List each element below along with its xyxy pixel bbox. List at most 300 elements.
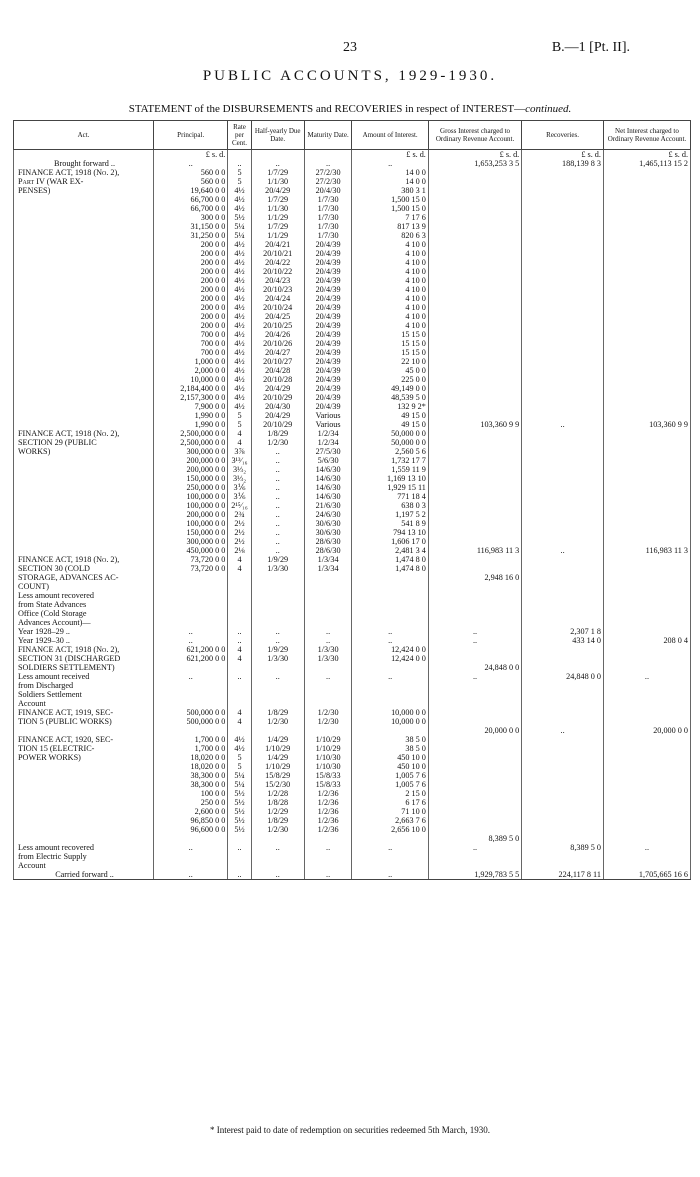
table-cell: 1/2/36 [304,825,352,834]
table-row [14,474,691,483]
table-cell [352,600,428,609]
table-body [14,150,691,880]
table-cell [522,177,604,186]
table-cell: 1/7/30 [304,204,352,213]
table-row [14,249,691,258]
table-cell [522,780,604,789]
table-cell: 103,360 9 9 [428,420,521,429]
table-cell [522,231,604,240]
table-cell: 5¼ [228,780,251,789]
table-cell [603,816,690,825]
table-cell: .. [428,843,521,852]
table-cell: 103,360 9 9 [603,420,690,429]
table-cell: 1,700 0 0 [154,735,228,744]
table-cell: .. [251,159,304,168]
table-cell [428,357,521,366]
table-row [14,294,691,303]
table-cell [428,384,521,393]
table-cell: .. [251,456,304,465]
table-cell: 5½ [228,213,251,222]
table-cell: 5¼ [228,231,251,240]
table-cell [251,681,304,690]
table-cell [304,663,352,672]
table-cell [14,321,154,330]
table-cell: 20/4/39 [304,384,352,393]
table-cell [14,798,154,807]
table-cell: Carried forward .. [14,870,154,880]
table-cell: 5 [228,753,251,762]
table-cell: 2,663 7 6 [352,816,428,825]
table-cell: .. [251,483,304,492]
table-cell: 50,000 0 0 [352,429,428,438]
table-cell: 1/8/29 [251,708,304,717]
table-cell [603,393,690,402]
table-cell [428,204,521,213]
table-cell: 1,005 7 6 [352,780,428,789]
table-cell [14,240,154,249]
table-cell [522,510,604,519]
table-cell [428,339,521,348]
table-cell: 1/7/30 [304,195,352,204]
table-cell: 5 [228,762,251,771]
table-cell [522,582,604,591]
table-cell: 14/6/30 [304,483,352,492]
table-cell [428,654,521,663]
table-cell: 1/2/30 [304,708,352,717]
table-cell: 4½ [228,195,251,204]
table-row [14,780,691,789]
table-cell [603,438,690,447]
table-cell [14,312,154,321]
table-cell: 200 0 0 [154,294,228,303]
footnote: * Interest paid to date of redemption on securities redeemed 5th March, 1930. [210,1125,490,1135]
table-cell: 48,539 5 0 [352,393,428,402]
table-cell: 500,000 0 0 [154,708,228,717]
table-cell: 5½ [228,825,251,834]
table-cell: .. [603,843,690,852]
table-cell [14,807,154,816]
table-cell [304,690,352,699]
table-cell: 4½ [228,249,251,258]
table-cell [352,699,428,708]
table-cell: 2,157,300 0 0 [154,393,228,402]
table-cell: 1/3/30 [251,564,304,573]
table-row [14,429,691,438]
table-row [14,816,691,825]
table-cell [428,402,521,411]
table-cell: .. [154,870,228,880]
table-cell [522,357,604,366]
table-cell: 20/4/39 [304,402,352,411]
table-cell [522,429,604,438]
table-cell: 200 0 0 [154,240,228,249]
table-cell [228,609,251,618]
table-cell: 621,200 0 0 [154,654,228,663]
table-row [14,420,691,429]
table-cell [603,492,690,501]
table-cell [352,582,428,591]
table-cell [304,573,352,582]
table-cell [428,429,521,438]
table-cell [14,474,154,483]
table-cell: 73,720 0 0 [154,564,228,573]
table-cell: SECTION 31 (DISCHARGED [14,654,154,663]
table-cell [14,375,154,384]
table-cell: 2,000 0 0 [154,366,228,375]
table-cell [14,483,154,492]
table-row [14,222,691,231]
table-row [14,717,691,726]
table-cell [228,150,251,160]
table-cell: 12,424 0 0 [352,654,428,663]
table-cell: 1/7/29 [251,222,304,231]
table-cell: 1,500 15 0 [352,195,428,204]
table-cell: PENSES) [14,186,154,195]
table-cell: 1,606 17 0 [352,537,428,546]
table-cell [14,150,154,160]
table-cell [603,555,690,564]
table-cell [352,852,428,861]
table-cell: 700 0 0 [154,348,228,357]
table-cell: .. [428,636,521,645]
table-cell: .. [522,420,604,429]
table-cell: 700 0 0 [154,330,228,339]
table-cell [522,573,604,582]
table-cell: £ s. d. [428,150,521,160]
table-cell: 4½ [228,330,251,339]
table-row [14,681,691,690]
table-cell: SECTION 30 (COLD [14,564,154,573]
table-cell: .. [522,546,604,555]
table-row [14,852,691,861]
table-cell [428,393,521,402]
table-cell: .. [304,159,352,168]
table-cell: .. [154,636,228,645]
table-cell: 1,705,665 16 6 [603,870,690,880]
table-cell [154,852,228,861]
table-cell [251,699,304,708]
table-row [14,510,691,519]
table-cell: 10,000 0 0 [154,375,228,384]
table-cell [522,168,604,177]
table-cell: 14/6/30 [304,465,352,474]
table-cell: 3⅙ [228,492,251,501]
col-recoveries: Recoveries. [522,121,604,150]
table-cell [14,402,154,411]
table-cell: 224,117 8 11 [522,870,604,880]
table-cell: 4 10 0 [352,321,428,330]
table-row [14,771,691,780]
table-cell [14,366,154,375]
table-cell [428,735,521,744]
col-principal: Principal. [154,121,228,150]
table-row [14,537,691,546]
table-cell: 4½ [228,402,251,411]
table-cell [522,213,604,222]
table-cell: 20/4/22 [251,258,304,267]
table-cell [154,600,228,609]
table-cell [603,645,690,654]
table-cell: from Discharged [14,681,154,690]
table-cell [428,744,521,753]
table-cell: 20/4/28 [251,366,304,375]
table-cell [14,249,154,258]
table-cell [522,591,604,600]
table-cell [603,366,690,375]
table-row [14,375,691,384]
table-cell: 2½ [228,519,251,528]
table-cell: 14/6/30 [304,474,352,483]
col-net: Net Interest charged to Ordinary Revenue Account. [603,121,690,150]
table-cell: 2,948 16 0 [428,573,521,582]
table-cell: 19,640 0 0 [154,186,228,195]
table-cell: 4½ [228,375,251,384]
table-cell [522,285,604,294]
page-title: PUBLIC ACCOUNTS, 1929-1930. [202,68,498,84]
table-cell: 621,200 0 0 [154,645,228,654]
table-cell: 20/10/29 [251,420,304,429]
table-cell [522,186,604,195]
table-cell [352,690,428,699]
table-cell: 20/4/21 [251,240,304,249]
table-cell: .. [304,870,352,880]
table-cell: Less amount recovered [14,843,154,852]
table-cell: 14 0 0 [352,177,428,186]
table-cell [522,807,604,816]
table-cell: Account [14,861,154,870]
table-cell [428,348,521,357]
table-cell [522,312,604,321]
table-cell: 2,600 0 0 [154,807,228,816]
table-cell: 132 9 2* [352,402,428,411]
table-cell: .. [251,636,304,645]
table-cell [251,834,304,843]
table-cell: 20/4/23 [251,276,304,285]
table-cell [14,195,154,204]
table-cell [522,465,604,474]
table-cell: 450 10 0 [352,762,428,771]
table-cell [522,393,604,402]
table-cell [603,582,690,591]
table-cell: 1/7/30 [304,213,352,222]
statement-subtitle [0,103,700,115]
table-cell: 1,929,783 5 5 [428,870,521,880]
col-gross: Gross Interest charged to Ordinary Revenue Account. [428,121,521,150]
table-row [14,825,691,834]
table-cell: .. [352,636,428,645]
table-cell: 7 17 6 [352,213,428,222]
table-cell [228,726,251,735]
table-cell: 30/6/30 [304,519,352,528]
table-row [14,186,691,195]
table-row [14,582,691,591]
table-cell [522,456,604,465]
table-cell [304,609,352,618]
table-row [14,834,691,843]
table-cell [522,735,604,744]
table-cell: .. [251,537,304,546]
table-cell: 4½ [228,384,251,393]
table-row [14,555,691,564]
table-cell: .. [228,627,251,636]
table-cell: 1/3/34 [304,555,352,564]
col-maturity: Maturity Date. [304,121,352,150]
table-cell: 200,000 0 0 [154,465,228,474]
table-row [14,699,691,708]
table-cell: 1/1/29 [251,213,304,222]
table-cell [428,789,521,798]
table-cell [14,789,154,798]
subtitle-continued: continued. [525,103,572,115]
table-cell: 15/8/33 [304,780,352,789]
table-cell: 1/1/29 [251,231,304,240]
table-cell [428,618,521,627]
table-cell [428,222,521,231]
table-row [14,285,691,294]
table-cell [428,771,521,780]
table-cell: .. [251,672,304,681]
table-cell [428,699,521,708]
subtitle-main: STATEMENT of the DISBURSEMENTS and RECOVERIES in respect of INTEREST— [128,103,526,115]
table-cell: 4½ [228,357,251,366]
table-cell: FINANCE ACT, 1920, SEC- [14,735,154,744]
table-cell [603,339,690,348]
table-cell: 20/10/21 [251,249,304,258]
table-cell: .. [228,843,251,852]
table-cell: 5/6/30 [304,456,352,465]
table-cell: TION 5 (PUBLIC WORKS) [14,717,154,726]
interest-table [13,120,691,880]
table-row [14,735,691,744]
table-cell: 24,848 0 0 [428,663,521,672]
table-cell [603,735,690,744]
table-cell [14,384,154,393]
table-cell [352,591,428,600]
table-cell: 71 10 0 [352,807,428,816]
table-cell: .. [352,627,428,636]
table-cell: 20/4/29 [251,186,304,195]
table-cell: 20/4/39 [304,294,352,303]
table-cell: 1,990 0 0 [154,411,228,420]
table-cell: 28/6/30 [304,537,352,546]
table-cell [603,807,690,816]
table-cell: 1/2/30 [251,825,304,834]
table-cell: 4½ [228,744,251,753]
table-cell: .. [251,627,304,636]
table-cell: .. [251,870,304,880]
table-cell: 20/4/39 [304,285,352,294]
table-cell: 66,700 0 0 [154,195,228,204]
table-row [14,312,691,321]
table-cell: 188,139 8 3 [522,159,604,168]
table-cell: 1/4/29 [251,735,304,744]
table-cell [603,519,690,528]
table-cell: 200 0 0 [154,285,228,294]
table-cell: Advances Account)— [14,618,154,627]
table-cell: 541 8 9 [352,519,428,528]
table-row [14,330,691,339]
table-cell [603,402,690,411]
table-cell [428,762,521,771]
table-cell [603,267,690,276]
table-cell: 2,481 3 4 [352,546,428,555]
table-cell: 5½ [228,816,251,825]
table-cell: 7,900 0 0 [154,402,228,411]
table-row [14,177,691,186]
table-cell [228,573,251,582]
table-cell: 4 [228,708,251,717]
table-row [14,456,691,465]
table-cell: 300,000 0 0 [154,447,228,456]
table-cell [154,618,228,627]
table-cell: 20/4/39 [304,330,352,339]
table-cell: 817 13 9 [352,222,428,231]
table-cell [522,771,604,780]
table-cell: 100,000 0 0 [154,519,228,528]
table-cell: 150,000 0 0 [154,528,228,537]
table-cell: 200 0 0 [154,276,228,285]
table-row [14,528,691,537]
table-row [14,393,691,402]
table-cell: 3⅞ [228,447,251,456]
table-cell: 4 10 0 [352,303,428,312]
table-cell: 24/6/30 [304,510,352,519]
table-cell [603,609,690,618]
table-cell [228,690,251,699]
table-cell [603,798,690,807]
table-cell [14,501,154,510]
table-cell: 4 [228,438,251,447]
table-cell: 20/4/30 [251,402,304,411]
table-cell: 1/4/29 [251,753,304,762]
table-cell [428,591,521,600]
table-cell: 200,000 0 0 [154,510,228,519]
table-cell: 1/1/30 [251,177,304,186]
table-row [14,348,691,357]
table-cell: 3⅓₂ [228,474,251,483]
table-row [14,447,691,456]
table-cell: 20/4/39 [304,312,352,321]
table-cell: Various [304,420,352,429]
table-cell [352,618,428,627]
table-cell: from Electric Supply [14,852,154,861]
table-cell [428,555,521,564]
table-row [14,240,691,249]
table-cell [154,663,228,672]
table-cell [428,753,521,762]
table-cell [228,699,251,708]
table-cell: 4 10 0 [352,285,428,294]
table-cell: 2⅛ [228,546,251,555]
page-number: 23 [343,40,357,55]
table-cell [251,150,304,160]
table-cell: 200 0 0 [154,312,228,321]
table-cell: 4 10 0 [352,276,428,285]
table-cell: 794 13 10 [352,528,428,537]
table-cell [428,582,521,591]
table-cell [428,186,521,195]
table-row [14,636,691,645]
table-cell [603,186,690,195]
table-cell [14,204,154,213]
table-cell: £ s. d. [154,150,228,160]
table-cell: 250,000 0 0 [154,483,228,492]
table-cell [14,528,154,537]
table-cell: FINANCE ACT, 1918 (No. 2), [14,429,154,438]
table-cell [603,825,690,834]
table-cell: 4½ [228,186,251,195]
table-row [14,402,691,411]
